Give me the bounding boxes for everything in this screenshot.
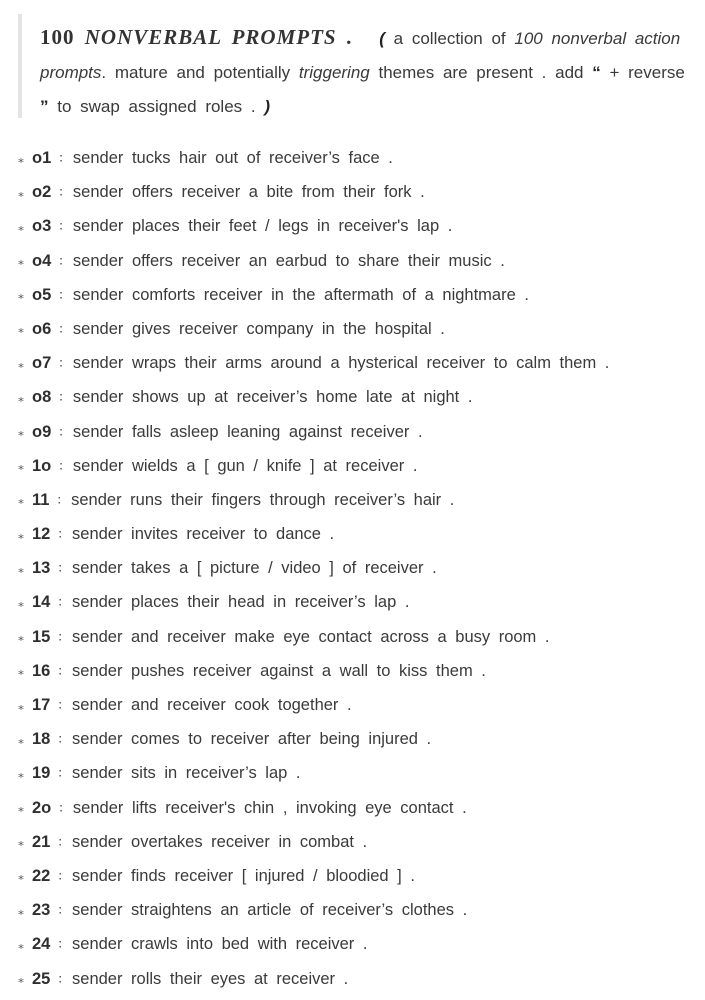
- asterisk-bullet-icon: ⁎: [18, 185, 24, 200]
- list-item: [18, 175, 698, 209]
- prompt-text: sender finds receiver [ injured / bloodied ] .: [72, 866, 415, 885]
- colon-separator: ∶: [59, 286, 63, 303]
- list-item: [18, 449, 698, 483]
- prompt-text: sender straightens an article of receiver’s clothes .: [72, 901, 468, 920]
- prompt-text: sender takes a [ picture / video ] of receiver .: [72, 559, 437, 578]
- asterisk-bullet-icon: ⁎: [18, 595, 24, 610]
- colon-separator: ∶: [58, 560, 63, 577]
- prompt-number: 24: [32, 935, 51, 954]
- list-item: [18, 927, 698, 961]
- list-item: [18, 209, 698, 243]
- colon-separator: ∶: [58, 970, 63, 987]
- list-item: [18, 962, 698, 996]
- colon-separator: ∶: [59, 252, 63, 269]
- prompt-text: sender wields a [ gun / knife ] at receiver .: [72, 456, 418, 475]
- prompt-text: sender crawls into bed with receiver .: [72, 935, 368, 954]
- prompt-text: sender falls asleep leaning against receiver .: [72, 422, 423, 441]
- asterisk-bullet-icon: ⁎: [18, 459, 24, 474]
- prompt-number: 13: [32, 559, 51, 578]
- colon-separator: ∶: [59, 150, 63, 166]
- prompt-text: sender runs their fingers through receiver’s hair .: [71, 490, 455, 509]
- list-item: [18, 620, 698, 654]
- list-item: [18, 346, 698, 380]
- prompt-text: sender and receiver cook together .: [72, 696, 352, 714]
- colon-separator: ∶: [58, 662, 63, 679]
- list-item: [18, 585, 698, 619]
- intro-text-3: themes are present . add: [378, 63, 584, 82]
- prompt-number: 17: [32, 696, 51, 714]
- colon-separator: ∶: [58, 867, 63, 884]
- prompt-text: sender pushes receiver against a wall to kiss them .: [72, 661, 486, 680]
- asterisk-bullet-icon: ⁎: [18, 698, 24, 713]
- close-quote: ”: [40, 97, 49, 116]
- asterisk-bullet-icon: ⁎: [18, 356, 24, 371]
- list-item: [18, 483, 698, 517]
- prompt-number: o7: [32, 354, 52, 373]
- asterisk-bullet-icon: ⁎: [18, 835, 24, 850]
- list-item: [18, 859, 698, 893]
- colon-separator: ∶: [59, 355, 63, 372]
- prompt-text: sender places their feet / legs in receiver's lap .: [72, 217, 453, 236]
- prompt-number: 25: [32, 969, 51, 988]
- prompt-text: sender lifts receiver's chin , invoking eye contact .: [72, 798, 467, 817]
- prompt-number: 19: [32, 764, 51, 783]
- title-text: NONVERBAL PROMPTS .: [84, 25, 354, 49]
- list-item: [18, 654, 698, 688]
- colon-separator: ∶: [59, 457, 63, 474]
- colon-separator: ∶: [58, 731, 63, 748]
- asterisk-bullet-icon: ⁎: [18, 972, 24, 987]
- colon-separator: ∶: [59, 320, 63, 337]
- asterisk-bullet-icon: ⁎: [18, 869, 24, 884]
- list-item: [18, 380, 698, 414]
- list-item: [18, 688, 698, 722]
- list-item: [18, 312, 698, 346]
- prompt-number: o4: [32, 251, 52, 270]
- list-item: [18, 278, 698, 312]
- asterisk-bullet-icon: ⁎: [18, 288, 24, 303]
- asterisk-bullet-icon: ⁎: [18, 527, 24, 542]
- list-item: [18, 825, 698, 859]
- prompt-text: sender offers receiver an earbud to share their music .: [72, 251, 505, 270]
- prompt-number: o6: [32, 319, 52, 338]
- asterisk-bullet-icon: ⁎: [18, 425, 24, 440]
- prompt-number: 23: [32, 901, 51, 920]
- colon-separator: ∶: [59, 799, 63, 816]
- prompt-text: sender gives receiver company in the hospital .: [72, 319, 445, 338]
- asterisk-bullet-icon: ⁎: [18, 219, 24, 234]
- colon-separator: ∶: [58, 697, 63, 713]
- list-item: [18, 756, 698, 790]
- list-item: [18, 244, 698, 278]
- asterisk-bullet-icon: ⁎: [18, 630, 24, 645]
- prompt-text: sender overtakes receiver in combat .: [72, 832, 368, 851]
- prompt-text: sender invites receiver to dance .: [72, 525, 335, 544]
- asterisk-bullet-icon: ⁎: [18, 766, 24, 781]
- prompt-number: 11: [32, 490, 50, 509]
- prompt-number: 21: [32, 832, 51, 851]
- asterisk-bullet-icon: ⁎: [18, 561, 24, 576]
- page-title: [40, 25, 353, 49]
- prompt-list: [18, 141, 698, 996]
- prompt-number: 18: [32, 730, 51, 749]
- prompt-number: 16: [32, 661, 51, 680]
- prompt-number: o1: [32, 149, 52, 167]
- colon-separator: ∶: [59, 423, 63, 440]
- prompt-number: 22: [32, 866, 51, 885]
- prompt-number: o8: [32, 388, 52, 407]
- asterisk-bullet-icon: ⁎: [18, 254, 24, 269]
- colon-separator: ∶: [59, 184, 63, 201]
- prompt-number: 12: [32, 525, 51, 544]
- intro-text-2: . mature and potentially: [101, 63, 291, 82]
- colon-separator: ∶: [59, 218, 63, 235]
- prompt-text: sender and receiver make eye contact across a busy room .: [72, 627, 550, 646]
- prompt-text: sender sits in receiver’s lap .: [72, 764, 301, 783]
- prompt-text: sender comforts receiver in the aftermath of a nightmare .: [72, 285, 529, 304]
- colon-separator: ∶: [59, 389, 63, 406]
- prompt-number: 2o: [32, 798, 52, 817]
- list-item: [18, 551, 698, 585]
- asterisk-bullet-icon: ⁎: [18, 732, 24, 747]
- title-number: 100: [40, 25, 75, 49]
- asterisk-bullet-icon: ⁎: [18, 493, 24, 508]
- colon-separator: ∶: [58, 594, 63, 611]
- prompt-text: sender wraps their arms around a hysterical receiver to calm them .: [72, 354, 610, 373]
- colon-separator: ∶: [58, 833, 63, 850]
- colon-separator: ∶: [58, 936, 63, 953]
- colon-separator: ∶: [58, 628, 63, 645]
- list-item: [18, 415, 698, 449]
- intro-text-4: to swap assigned roles .: [57, 97, 256, 116]
- colon-separator: ∶: [58, 765, 63, 782]
- intro-italic-2: triggering: [298, 63, 370, 82]
- list-item: [18, 141, 698, 175]
- colon-separator: ∶: [58, 526, 63, 543]
- open-paren: (: [379, 29, 385, 48]
- prompt-number: 14: [32, 593, 51, 612]
- prompt-number: o9: [32, 422, 52, 441]
- prompt-text: sender places their head in receiver’s lap .: [72, 593, 410, 612]
- reverse-keyword: + reverse: [609, 63, 685, 82]
- colon-separator: ∶: [57, 491, 62, 508]
- prompt-number: o3: [32, 217, 52, 236]
- prompt-number: 15: [32, 627, 51, 646]
- intro-italic-1: 100 nonverbal action prompts: [40, 29, 681, 82]
- prompt-text: sender shows up at receiver’s home late at night .: [72, 388, 473, 407]
- list-item: [18, 517, 698, 551]
- asterisk-bullet-icon: ⁎: [18, 322, 24, 337]
- prompt-text: sender comes to receiver after being injured .: [72, 730, 432, 749]
- asterisk-bullet-icon: ⁎: [18, 937, 24, 952]
- open-quote: “: [592, 63, 601, 82]
- asterisk-bullet-icon: ⁎: [18, 390, 24, 405]
- list-item: [18, 791, 698, 825]
- prompt-number: o5: [32, 285, 52, 304]
- prompt-text: sender tucks hair out of receiver’s face .: [72, 149, 393, 167]
- prompt-text: sender offers receiver a bite from their fork .: [72, 183, 425, 202]
- asterisk-bullet-icon: ⁎: [18, 903, 24, 918]
- asterisk-bullet-icon: ⁎: [18, 801, 24, 816]
- close-paren: ): [264, 97, 271, 116]
- asterisk-bullet-icon: ⁎: [18, 151, 24, 166]
- intro-block: [18, 14, 688, 118]
- colon-separator: ∶: [58, 902, 63, 919]
- list-item: [18, 722, 698, 756]
- prompt-number: o2: [32, 183, 52, 202]
- prompt-text: sender rolls their eyes at receiver .: [72, 969, 349, 988]
- prompt-number: 1o: [32, 456, 52, 475]
- asterisk-bullet-icon: ⁎: [18, 664, 24, 679]
- intro-text-1: a collection of: [393, 29, 506, 48]
- list-item: [18, 893, 698, 927]
